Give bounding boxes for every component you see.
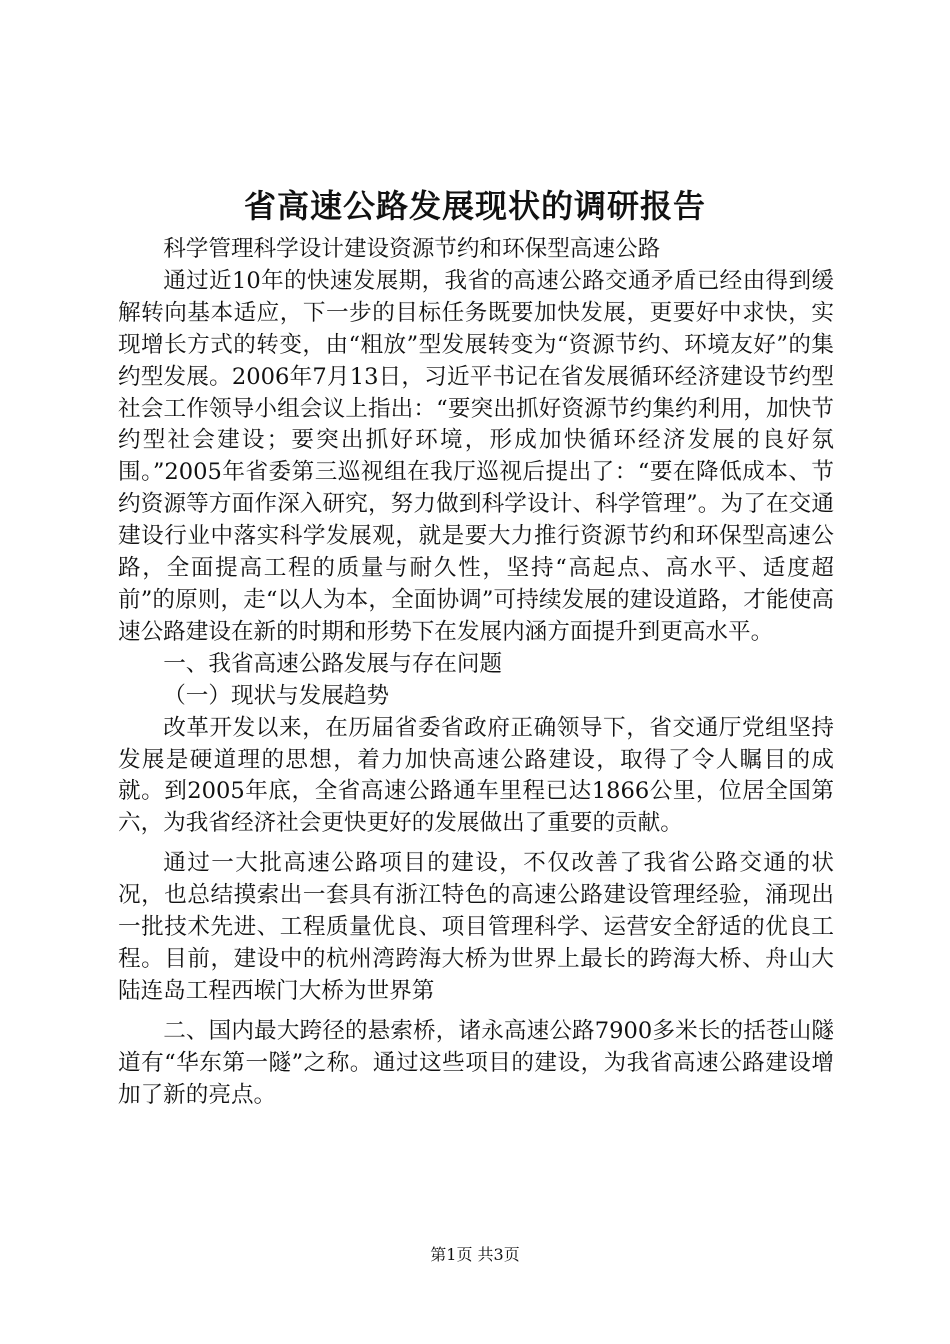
body-paragraph: 二、国内最大跨径的悬索桥，诸永高速公路7900多米长的括苍山隧道有“华东第一隧”之称。通过这些项目的建设，为我省高速公路建设增加了新的亮点。 <box>118 1017 834 1108</box>
section-heading-1: 一、我省高速公路发展与存在问题 <box>163 650 503 677</box>
document-title: 省高速公路发展现状的调研报告 <box>243 187 706 225</box>
page-number-footer: 第1页 共3页 <box>430 1245 520 1264</box>
subtitle-paragraph: 科学管理科学设计建设资源节约和环保型高速公路 <box>163 236 661 262</box>
body-paragraph: 通过一大批高速公路项目的建设，不仅改善了我省公路交通的状况，也总结摸索出一套具有浙江特色的高速公路建设管理经验，涌现出一批技术先进、工程质量优良、项目管理科学、运营安全舒适的优良工程。目前，建设中的杭州湾跨海大桥为世界上最长的跨海大桥、舟山大陆连岛工程西堠门大桥为世界第 <box>118 850 834 1004</box>
subsection-heading-1: （一）现状与发展趋势 <box>163 682 390 709</box>
document-body <box>118 234 834 1111</box>
body-paragraph: 改革开发以来，在历届省委省政府正确领导下，省交通厅党组坚持发展是硬道理的思想，着力加快高速公路建设，取得了令人瞩目的成就。到2005年底，全省高速公路通车里程已达1866公里，位居全国第六，为我省经济社会更快更好的发展做出了重要的贡献。 <box>118 714 834 837</box>
intro-paragraph: 通过近10年的快速发展期，我省的高速公路交通矛盾已经由得到缓解转向基本适应，下一步的目标任务既要加快发展，更要好中求快，实现增长方式的转变，由“粗放”型发展转变为“资源节约、环境友好”的集约型发展。2006年7月13日，习近平书记在省发展循环经济建设节约型社会工作领导小组会议上指出：“要突出抓好资源节约集约利用，加快节约型社会建设；要突出抓好环境，形成加快循环经济发展的良好氛围。”2005年省委第三巡视组在我厅巡视后提出了：“要在降低成本、节约资源等方面作深入研究，努力做到科学设计、科学管理”。为了在交通建设行业中落实科学发展观，就是要大力推行资源节约和环保型高速公路，全面提高工程的质量与耐久性，坚持“高起点、高水平、适度超前”的原则，走“以人为本，全面协调”可持续发展的建设道路，才能使高速公路建设在新的时期和形势下在发展内涵方面提升到更高水平。 <box>118 267 834 645</box>
